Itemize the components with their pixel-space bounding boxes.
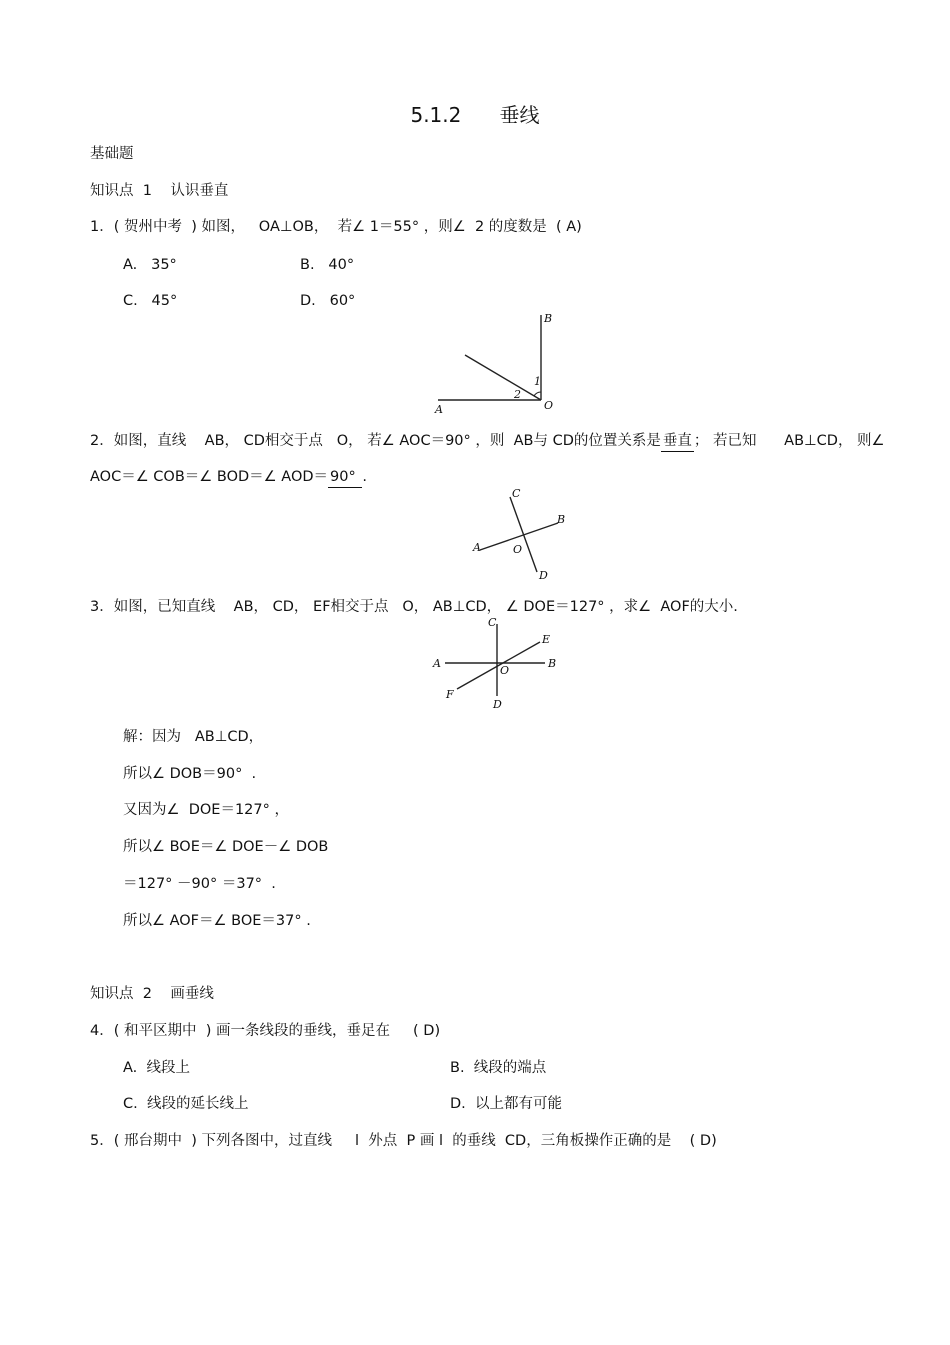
- knowledge-point-2: 知识点 2 画垂线: [90, 986, 214, 1002]
- q1-option-d: D. 60°: [300, 293, 356, 309]
- q3-solution-line-4: 所以∠ BOE＝∠ DOE－∠ DOB: [123, 839, 329, 855]
- q1-ray-oc: [465, 355, 541, 400]
- q3-label-c: C: [488, 616, 497, 629]
- q3-solution-line-6: 所以∠ AOF＝∠ BOE＝37° .: [123, 913, 311, 929]
- q2-stem-post: ； 若已知 AB⊥CD， 则∠: [693, 433, 885, 449]
- q4-option-c: C. 线段的延长线上: [123, 1096, 249, 1112]
- q1-stem: 1．( 贺州中考 ) 如图， OA⊥OB， 若∠ 1＝55° ，则∠ 2 的度数是 ( A): [90, 219, 582, 235]
- knowledge-point-1: 知识点 1 认识垂直: [90, 183, 229, 199]
- q5-stem: 5．( 邢台期中 ) 下列各图中，过直线 l 外点 P 画 l 的垂线 CD，三角板操作正确的是 ( D): [90, 1133, 717, 1149]
- q1-label-2: 2: [514, 388, 521, 401]
- q2-line-1: [90, 431, 885, 452]
- q1-figure: [430, 310, 570, 420]
- q1-angle-arc: [534, 392, 541, 396]
- q3-figure: [425, 612, 565, 717]
- q2-line-cd: [510, 497, 537, 572]
- q2-label-a: A: [473, 541, 481, 554]
- q3-label-b: B: [548, 657, 557, 670]
- q3-label-a: A: [433, 657, 441, 670]
- q2-label-d: D: [539, 569, 548, 582]
- q3-solution-line-2: 所以∠ DOB＝90° .: [123, 766, 257, 782]
- q1-option-b: B. 40°: [300, 257, 355, 273]
- q3-label-f: F: [446, 688, 454, 701]
- q4-option-b: B. 线段的端点: [450, 1060, 547, 1076]
- q1-label-b: B: [544, 312, 553, 325]
- q3-solution-line-3: 又因为∠ DOE＝127° ，: [123, 802, 289, 818]
- q1-option-a: A. 35°: [123, 257, 177, 273]
- q2-stem-pre: 2．如图，直线 AB， CD相交于点 O， 若∠ AOC＝90° ，则 AB与 CD的位置关系是: [90, 433, 661, 449]
- q4-option-a: A. 线段上: [123, 1060, 190, 1076]
- q2-stem-line2: AOC＝∠ COB＝∠ BOD＝∠ AOD＝: [90, 469, 329, 485]
- q4-option-d: D. 以上都有可能: [450, 1096, 562, 1112]
- q2-stem-end: .: [362, 469, 367, 485]
- q3-stem: 3．如图，已知直线 AB， CD， EF相交于点 O， AB⊥CD， ∠ DOE＝127° ，求∠ AOF的大小.: [90, 599, 738, 615]
- q4-stem: 4．( 和平区期中 ) 画一条线段的垂线，垂足在 ( D): [90, 1023, 441, 1039]
- q3-line-ef: [457, 642, 540, 689]
- q1-label-a: A: [435, 403, 443, 416]
- q3-label-e: E: [542, 633, 551, 646]
- q2-answer-blank-1: 垂直: [661, 431, 694, 452]
- q3-label-o: O: [500, 664, 510, 677]
- section-label: 基础题: [90, 146, 134, 162]
- q2-line-2: [90, 467, 367, 488]
- q1-label-o: O: [544, 399, 554, 412]
- q2-label-b: B: [557, 513, 566, 526]
- q3-solution-line-1: 解：因为 AB⊥CD，: [123, 729, 264, 745]
- q1-label-1: 1: [534, 375, 541, 388]
- q2-figure: [470, 485, 580, 585]
- q3-solution-line-5: ＝127° －90° ＝37° .: [123, 876, 276, 892]
- q2-label-c: C: [512, 487, 521, 500]
- page-title: 5.1.2 垂线: [410, 103, 540, 127]
- q1-option-c: C. 45°: [123, 293, 178, 309]
- q2-answer-blank-2: 90°: [328, 467, 362, 488]
- q3-label-d: D: [493, 698, 502, 711]
- q2-label-o: O: [513, 543, 523, 556]
